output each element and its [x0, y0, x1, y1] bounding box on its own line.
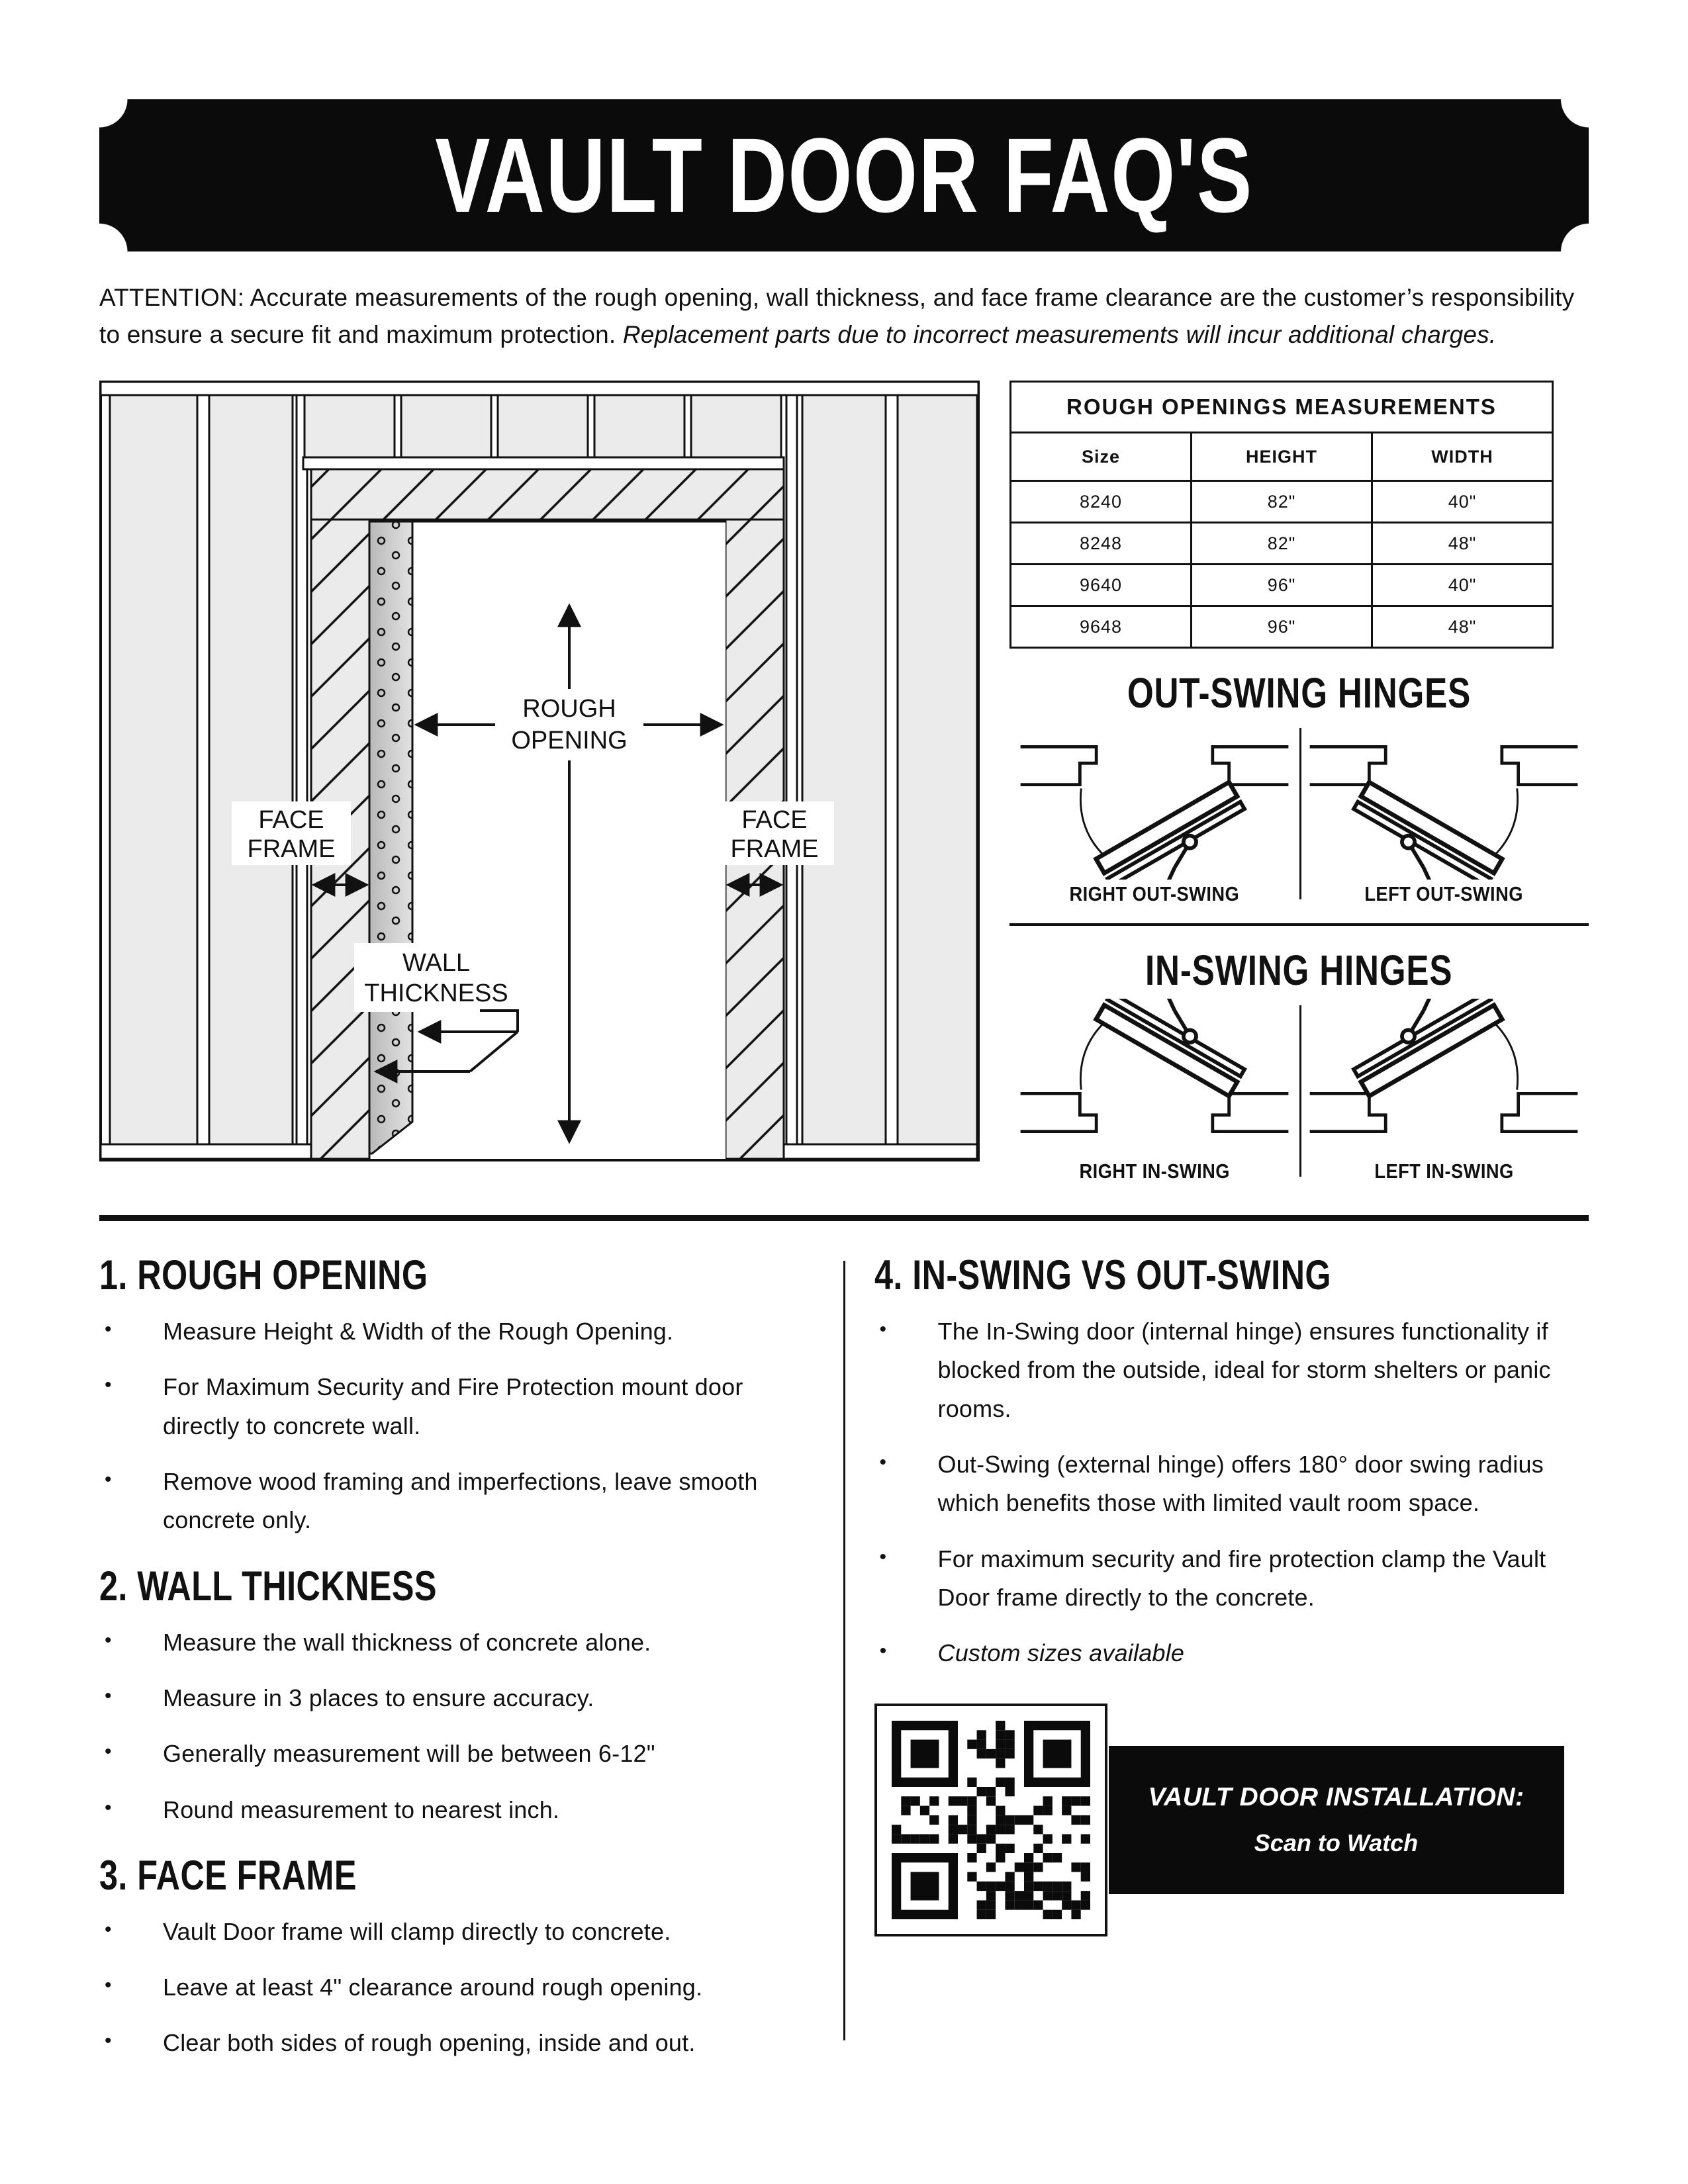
- right-out-swing-cell: [1009, 721, 1299, 906]
- left-in-swing-cell: [1299, 999, 1589, 1183]
- right-studs: [786, 395, 977, 1144]
- bullet-custom-sizes: • Custom sizes available: [874, 1634, 1589, 1672]
- bottom-plate-right: [784, 1144, 977, 1159]
- out-swing-heading: OUT-SWING HINGES: [1127, 669, 1472, 717]
- right-out-swing-label: RIGHT OUT-SWING: [1069, 882, 1240, 905]
- face-frame-left-line1: FACE: [258, 806, 324, 834]
- right-in-swing-label: RIGHT IN-SWING: [1079, 1160, 1230, 1183]
- left-out-swing-label: LEFT OUT-SWING: [1364, 882, 1524, 905]
- bullet: • Generally measurement will be between 6-12": [99, 1735, 814, 1773]
- section-4-heading-wrap: [874, 1251, 1589, 1299]
- bullet: • Out-Swing (external hinge) offers 180° door swing radius which benefits those with limited vault room space.: [874, 1445, 1589, 1523]
- header-beam: [303, 457, 784, 469]
- wall-thickness-strip: [369, 520, 412, 1154]
- section-4-bullets: [874, 1312, 1589, 1673]
- right-in-swing-icon: [1015, 999, 1293, 1157]
- bullet: • For maximum security and fire protection clamp the Vault Door frame directly to the concrete.: [874, 1540, 1589, 1617]
- install-video-banner: [1109, 1746, 1564, 1894]
- table-row: [1011, 565, 1553, 606]
- hinge-divider: [1299, 1005, 1301, 1177]
- bullet: • The In-Swing door (internal hinge) ensures functionality if blocked from the outside, ideal for storm shelters or panic rooms.: [874, 1312, 1589, 1428]
- attention-text: ATTENTION: Accurate measurements of the rough opening, wall thickness, and face frame clearance are the customer’s responsibility to ensure a secure fit and maximum protection.: [99, 284, 1575, 348]
- attention-italic-text: Replacement parts due to incorrect measurements will incur additional charges.: [622, 320, 1497, 348]
- table-row: [1011, 606, 1553, 648]
- qr-modules: [892, 1721, 1090, 1919]
- left-out-swing-icon: [1305, 721, 1583, 880]
- cell-height: 96": [1192, 565, 1372, 606]
- wall-thickness-line2: THICKNESS: [364, 979, 508, 1007]
- left-in-swing-label: LEFT IN-SWING: [1374, 1160, 1514, 1183]
- rough-openings-table: [1009, 381, 1554, 649]
- bottom-plate-left: [101, 1144, 311, 1159]
- qr-row: [874, 1704, 1589, 1936]
- col-width: WIDTH: [1372, 433, 1553, 481]
- rough-opening-label-line1: ROUGH: [522, 695, 616, 723]
- left-out-swing-cell: [1299, 721, 1589, 906]
- section-3-bullets: [99, 1913, 814, 2063]
- cell-width: 48": [1372, 523, 1553, 565]
- col-size: Size: [1011, 433, 1192, 481]
- section-1-heading-wrap: [99, 1251, 814, 1299]
- bullet: • Measure in 3 places to ensure accuracy.: [99, 1679, 814, 1717]
- out-swing-grid: [1009, 721, 1589, 906]
- install-banner-line1: VAULT DOOR INSTALLATION:: [1148, 1782, 1524, 1811]
- section-3-heading: 3. FACE FRAME: [99, 1852, 357, 1899]
- bullet: • Leave at least 4" clearance around rough opening.: [99, 1968, 814, 2007]
- in-swing-heading-wrap: [1009, 946, 1589, 995]
- right-in-swing-cell: [1009, 999, 1299, 1183]
- cell-height: 96": [1192, 606, 1372, 648]
- hinge-section-rule: [1009, 923, 1589, 926]
- bullet: • Measure Height & Width of the Rough Opening.: [99, 1312, 814, 1351]
- hinge-divider: [1299, 728, 1301, 899]
- bullet: • For Maximum Security and Fire Protection mount door directly to concrete wall.: [99, 1368, 814, 1445]
- bullet: • Round measurement to nearest inch.: [99, 1791, 814, 1829]
- qr-code-svg: [892, 1721, 1090, 1919]
- install-banner-line2: Scan to Watch: [1254, 1829, 1419, 1856]
- in-swing-grid: [1009, 999, 1589, 1183]
- top-plate: [101, 382, 978, 395]
- rough-opening-label-line2: OPENING: [511, 727, 628, 754]
- table-row: [1011, 481, 1553, 523]
- bullet: • Remove wood framing and imperfections, leave smooth concrete only.: [99, 1463, 814, 1540]
- table-title: ROUGH OPENINGS MEASUREMENTS: [1011, 382, 1553, 433]
- face-frame-left-line2: FRAME: [247, 835, 336, 863]
- bullet: • Measure the wall thickness of concrete alone.: [99, 1623, 814, 1662]
- right-out-swing-icon: [1015, 721, 1293, 880]
- left-studs: [110, 395, 307, 1144]
- out-swing-heading-wrap: [1009, 668, 1589, 717]
- faq-columns: [99, 1248, 1589, 2080]
- in-swing-heading: IN-SWING HINGES: [1145, 946, 1453, 994]
- table-header-row: [1011, 433, 1553, 481]
- col-height: HEIGHT: [1192, 433, 1372, 481]
- section-3-heading-wrap: [99, 1852, 814, 1899]
- cell-width: 48": [1372, 606, 1553, 648]
- cell-width: 40": [1372, 565, 1553, 606]
- face-frame-right-line1: FACE: [741, 806, 808, 834]
- cell-height: 82": [1192, 523, 1372, 565]
- bullet: • Clear both sides of rough opening, inside and out.: [99, 2024, 814, 2062]
- column-divider: [843, 1261, 845, 2040]
- section-1-bullets: [99, 1312, 814, 1540]
- faq-left-column: [99, 1248, 814, 2080]
- section-4-heading: 4. IN-SWING VS OUT-SWING: [874, 1252, 1331, 1298]
- bullet: • Vault Door frame will clamp directly to concrete.: [99, 1913, 814, 1951]
- cell-size: 9648: [1011, 606, 1192, 648]
- page-title: VAULT DOOR FAQ'S: [435, 116, 1253, 234]
- attention-paragraph: [99, 279, 1589, 353]
- face-frame-right-line2: FRAME: [730, 835, 819, 863]
- section-2-heading-wrap: [99, 1563, 814, 1610]
- section-2-heading: 2. WALL THICKNESS: [99, 1563, 437, 1610]
- right-figure-panel: [1009, 381, 1589, 1183]
- cell-height: 82": [1192, 481, 1372, 523]
- wall-thickness-line1: WALL: [402, 949, 471, 977]
- faq-right-column: [874, 1248, 1589, 2080]
- cripple-studs: [305, 395, 781, 457]
- rough-opening-diagram: [99, 381, 980, 1161]
- qr-code: [874, 1704, 1107, 1936]
- section-separator: [99, 1215, 1589, 1221]
- section-1-heading: 1. ROUGH OPENING: [99, 1252, 428, 1298]
- cell-width: 40": [1372, 481, 1553, 523]
- cell-size: 9640: [1011, 565, 1192, 606]
- title-banner: [99, 99, 1589, 251]
- table-row: [1011, 523, 1553, 565]
- figure-row: [99, 381, 1589, 1183]
- left-in-swing-icon: [1305, 999, 1583, 1157]
- section-2-bullets: [99, 1623, 814, 1829]
- cell-size: 8248: [1011, 523, 1192, 565]
- cell-size: 8240: [1011, 481, 1192, 523]
